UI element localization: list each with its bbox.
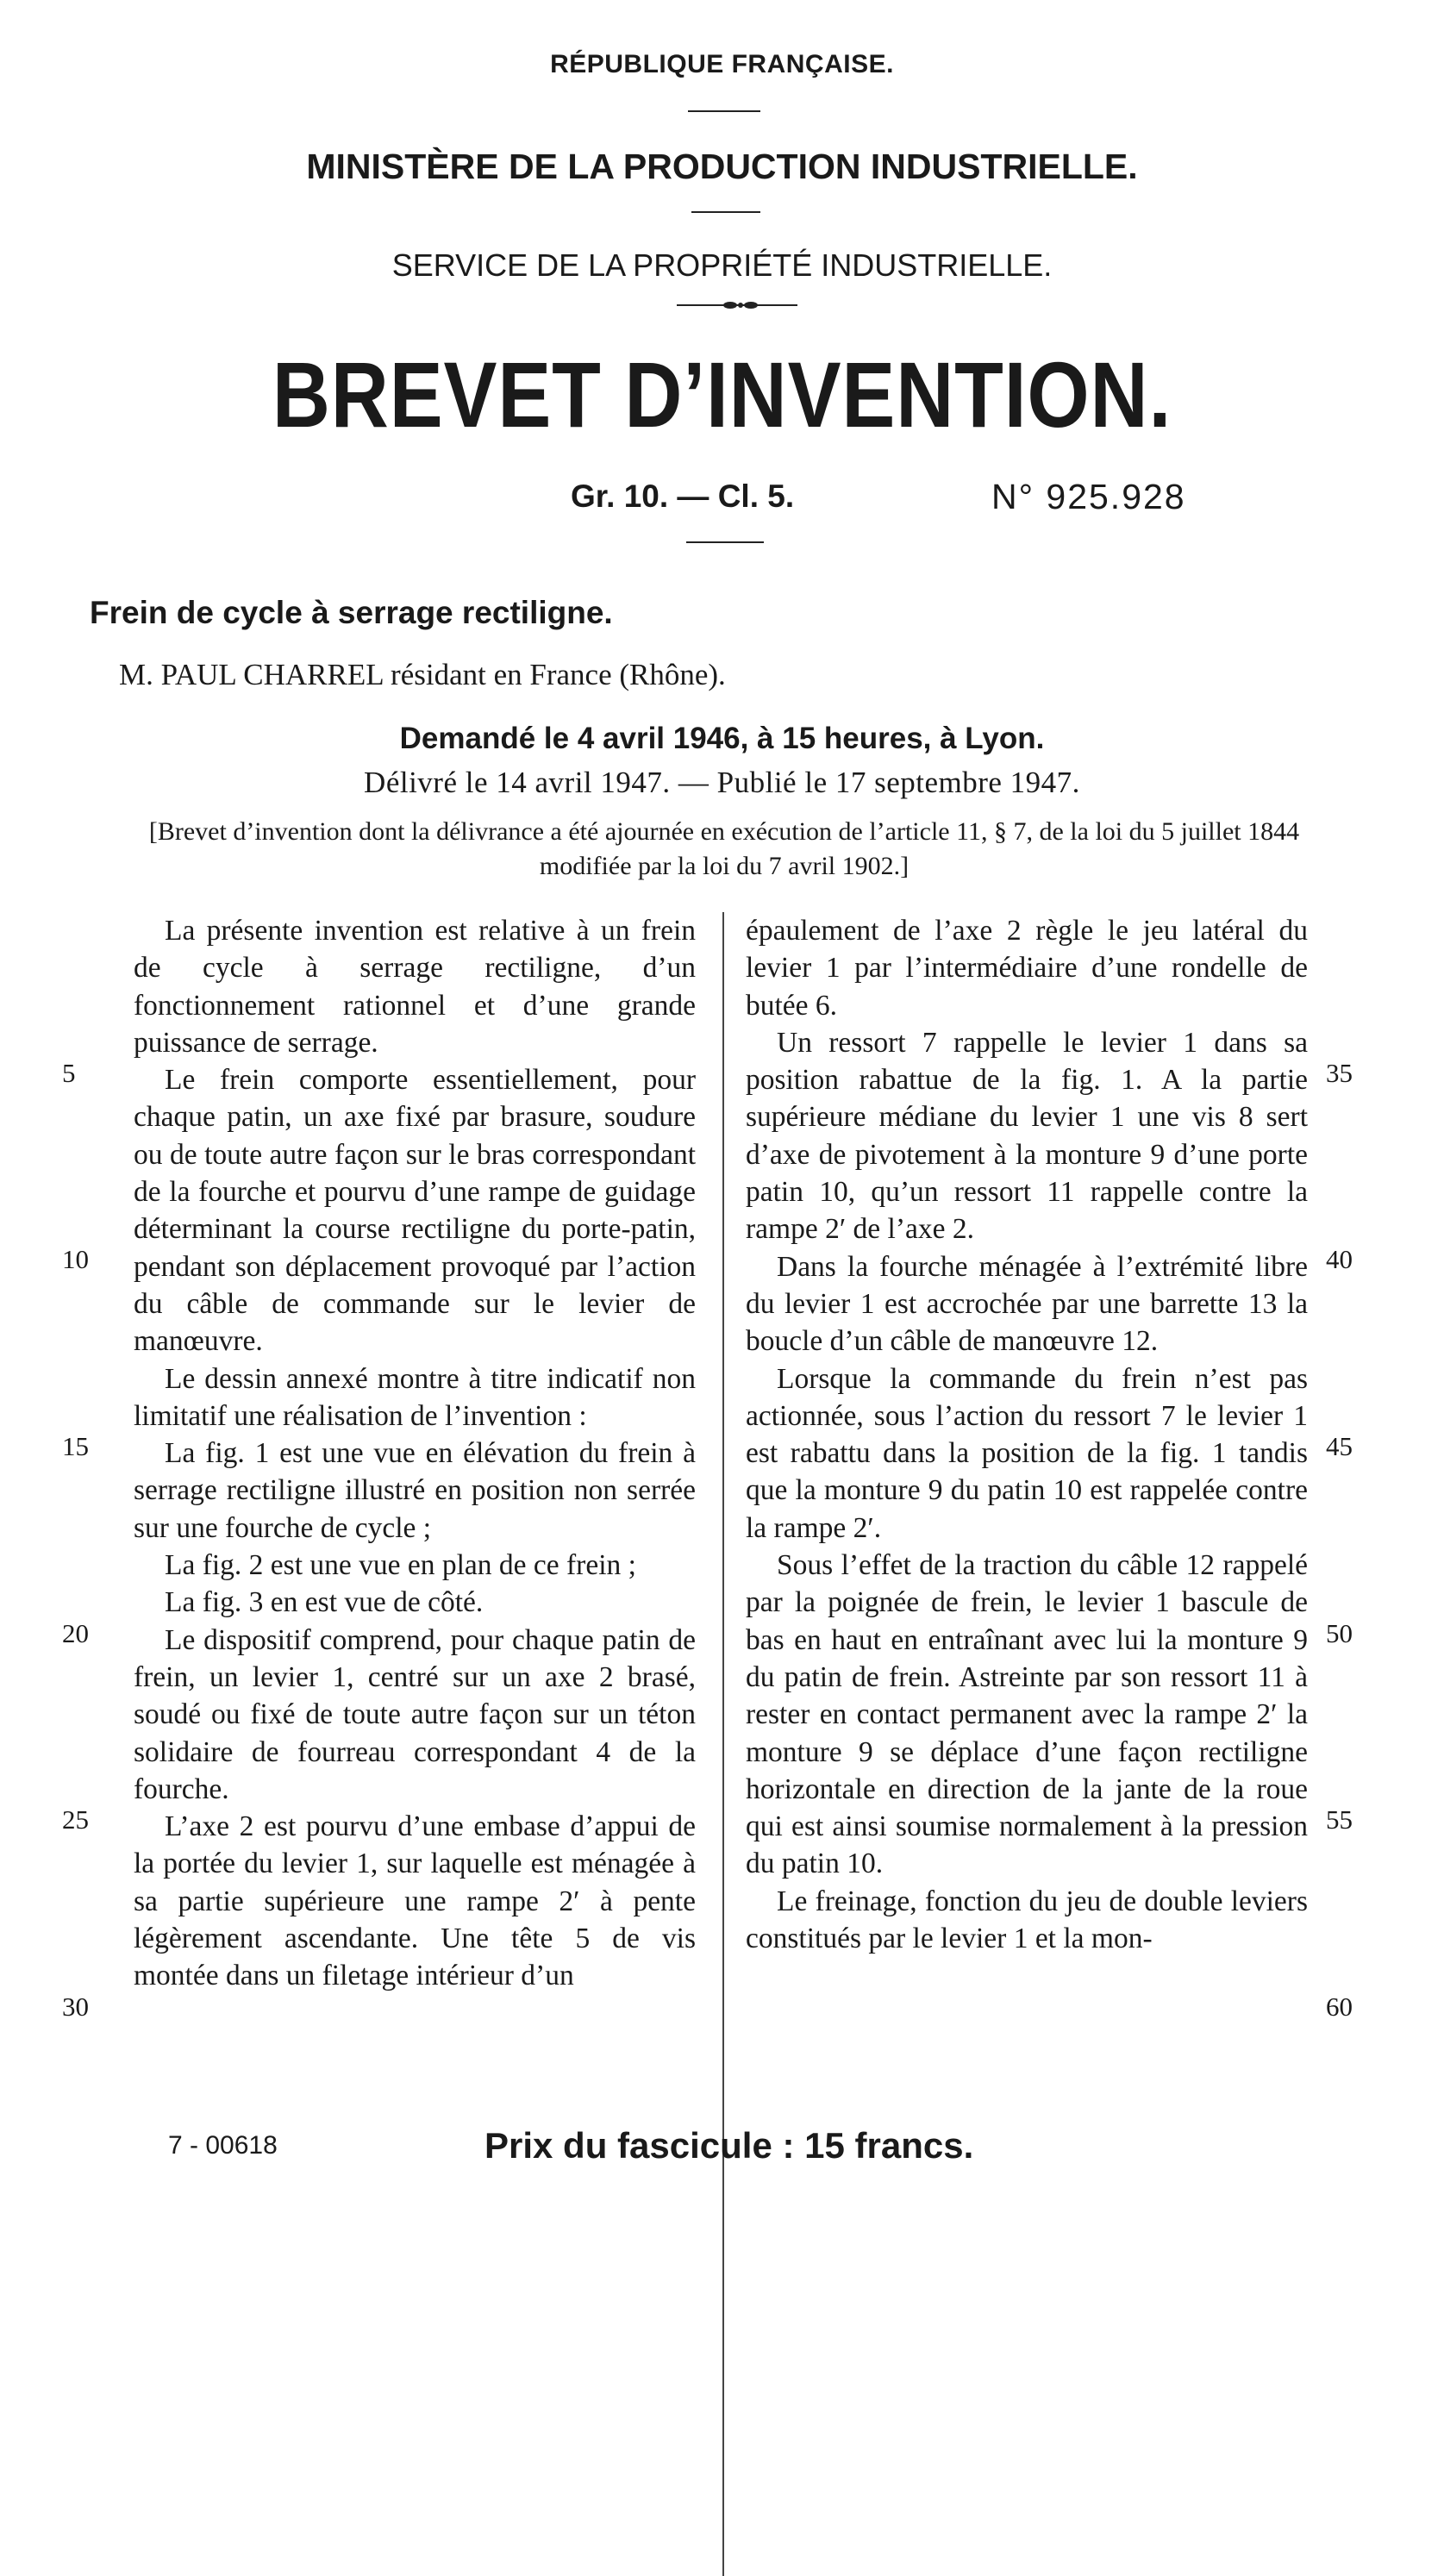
line-number: 35 [1326, 1058, 1353, 1088]
paragraph: La présente invention est relative à un frein de cycle à serrage rectiligne, d’un fonctionnement rationnel et d’une grande puissance de serrage. [134, 915, 696, 1059]
paragraph: Sous l’effet de la traction du câble 12 rappelé par la poignée de frein, le levier 1 bascule de bas en haut en entraînant avec lui la monture 9 du patin de frein. Astreinte par son ressort 11 à rester en contact permanent avec la rampe 2′ la monture 9 se déplace d’une façon rectiligne horizontale en direction de la jante de la roue qui est ainsi soumise normalement à la pression du patin 10. [746, 1549, 1308, 1880]
patent-number: N° 925.928 [991, 477, 1186, 516]
paragraph: Le dispositif comprend, pour chaque patin de frein, un levier 1, centré sur un axe 2 brasé, soudé ou fixé de toute autre façon sur un téton solidaire de fourreau correspondant 4 de la fourche. [134, 1623, 696, 1805]
left-column [134, 912, 696, 1995]
line-number: 45 [1326, 1431, 1353, 1461]
ministere-heading: MINISTÈRE DE LA PRODUCTION INDUSTRIELLE. [306, 147, 1138, 186]
ornament-divider [677, 300, 797, 310]
paragraph: Le freinage, fonction du jeu de double leviers constitués par le levier 1 et la mon- [746, 1885, 1308, 1955]
paragraph: La fig. 2 est une vue en plan de ce frein ; [165, 1549, 636, 1582]
deferral-note: [Brevet d’invention dont la délivrance a été ajournée en exécution de l’article 11, § 7, de la loi du 5 juillet 1844 modifiée par la loi du 7 avril 1902.] [148, 817, 1300, 880]
paragraph: Un ressort 7 rappelle le levier 1 dans sa position rabattue de la fig. 1. A la partie supérieure médiane du levier 1 une vis 8 sert d’axe de pivotement à la monture 9 d’une porte patin 10, qu’un ressort 11 rappelle contre la rampe 2′ de l’axe 2. [746, 1026, 1308, 1246]
price-line: Prix du fascicule : 15 francs. [484, 2125, 974, 2166]
paragraph: Lorsque la commande du frein n’est pas actionnée, sous l’action du ressort 7 le levier 1 est rabattu dans la position de la fig. 1 tandis que la monture 9 du patin 10 est rappelée contre la rampe 2′. [746, 1362, 1308, 1544]
line-number: 10 [62, 1244, 89, 1274]
line-number: 30 [62, 1991, 89, 2022]
line-number: 5 [62, 1058, 76, 1088]
paragraph: Le dessin annexé montre à titre indicatif non limitatif une réalisation de l’invention : [134, 1362, 696, 1432]
line-number: 55 [1326, 1804, 1353, 1835]
brevet-title: BREVET D’INVENTION. [272, 342, 1172, 447]
paragraph: L’axe 2 est pourvu d’une embase d’appui de la portée du levier 1, sur laquelle est ménagée à sa partie supérieure une rampe 2′ à pente légèrement ascendante. Une tête 5 de vis montée dans un filetage intérieur d’un [134, 1810, 696, 1992]
paragraph: épaulement de l’axe 2 règle le jeu latéral du levier 1 par l’intermédiaire d’une rondelle de butée 6. [746, 915, 1308, 1022]
column-separator [722, 912, 724, 2576]
service-heading: SERVICE DE LA PROPRIÉTÉ INDUSTRIELLE. [391, 247, 1053, 283]
group-class: Gr. 10. — Cl. 5. [571, 478, 795, 514]
invention-title: Frein de cycle à serrage rectiligne. [90, 595, 613, 630]
line-number: 60 [1326, 1991, 1353, 2022]
divider [686, 541, 764, 543]
paragraph: Dans la fourche ménagée à l’extrémité libre du levier 1 est accrochée par une barrette 13 la boucle d’un câble de manœuvre 12. [746, 1250, 1308, 1358]
grant-publication-dates: Délivré le 14 avril 1947. — Publié le 17 septembre 1947. [364, 766, 1080, 799]
line-number: 15 [62, 1431, 89, 1461]
paragraph: La fig. 1 est une vue en élévation du frein à serrage rectiligne illustré en position non serrée sur une fourche de cycle ; [134, 1437, 696, 1544]
paragraph: Le frein comporte essentiellement, pour chaque patin, un axe fixé par brasure, soudure ou de toute autre façon sur le bras correspondant de la fourche et pourvu d’une rampe de guidage déterminant la course rectiligne du porte-patin, pendant son déplacement provoqué par l’action du câble de commande sur le levier de manœuvre. [134, 1064, 696, 1358]
paragraph: La fig. 3 en est vue de côté. [165, 1586, 484, 1619]
line-number: 50 [1326, 1618, 1353, 1648]
line-number: 40 [1326, 1244, 1353, 1274]
filing-date: Demandé le 4 avril 1946, à 15 heures, à Lyon. [399, 722, 1045, 755]
line-number: 25 [62, 1804, 89, 1835]
line-number: 20 [62, 1618, 89, 1648]
inventor-line: M. PAUL CHARREL résidant en France (Rhône). [119, 658, 726, 691]
right-column [746, 912, 1308, 1957]
divider [691, 211, 760, 213]
document-code: 7 - 00618 [168, 2131, 278, 2160]
divider [688, 110, 760, 112]
republique-heading: RÉPUBLIQUE FRANÇAISE. [550, 50, 894, 78]
